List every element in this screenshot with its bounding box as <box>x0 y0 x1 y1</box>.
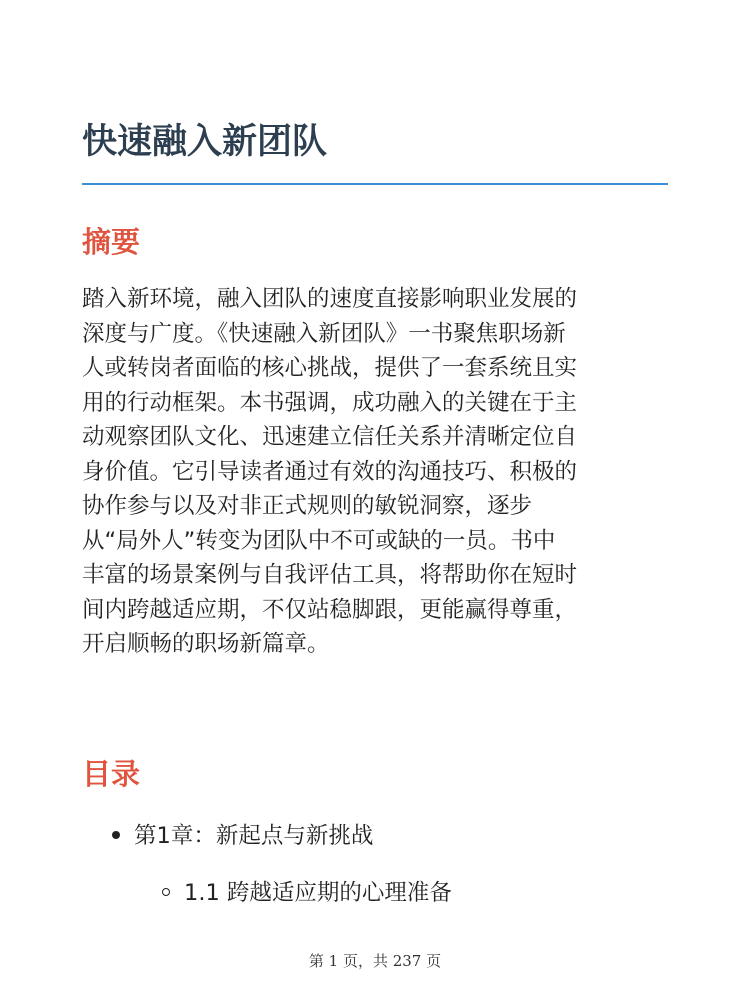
toc-item-chapter-1[interactable] <box>112 820 373 852</box>
summary-line: 协作参与以及对非正式规则的敏锐洞察，逐步 <box>82 493 533 519</box>
summary-line: 从“局外人”转变为团队中不可或缺的一员。书中 <box>82 527 556 554</box>
disc-bullet-icon <box>112 831 120 839</box>
summary-line: 深度与广度。《快速融入新团队》一书聚焦职场新 <box>82 320 566 347</box>
summary-line: 动观察团队文化、迅速建立信任关系并清晰定位自 <box>82 424 578 450</box>
summary-heading: 摘要 <box>82 225 141 259</box>
page-number-footer: 第 1 页，共 237 页 <box>308 952 442 970</box>
circle-bullet-icon <box>162 888 170 896</box>
summary-line: 踏入新环境，融入团队的速度直接影响职业发展的 <box>82 286 578 312</box>
summary-line: 开启顺畅的职场新篇章。 <box>82 631 330 657</box>
summary-line: 用的行动框架。本书强调，成功融入的关键在于主 <box>82 389 578 416</box>
summary-line: 丰富的场景案例与自我评估工具，将帮助你在短时 <box>82 562 578 588</box>
summary-paragraph <box>82 282 672 662</box>
toc-item-section-1-1[interactable] <box>162 877 452 909</box>
summary-line: 身价值。它引导读者通过有效的沟通技巧、积极的 <box>82 458 578 485</box>
summary-line: 人或转岗者面临的核心挑战，提供了一套系统且实 <box>82 355 578 381</box>
document-page <box>82 0 668 1000</box>
toc-heading: 目录 <box>82 757 141 791</box>
summary-line: 间内跨越适应期，不仅站稳脚跟，更能赢得尊重， <box>82 596 578 623</box>
toc-item-label: 第1章：新起点与新挑战 <box>134 823 374 849</box>
toc-item-label: 1.1 跨越适应期的心理准备 <box>184 880 452 906</box>
document-title: 快速融入新团队 <box>82 122 328 162</box>
title-divider <box>82 183 668 185</box>
